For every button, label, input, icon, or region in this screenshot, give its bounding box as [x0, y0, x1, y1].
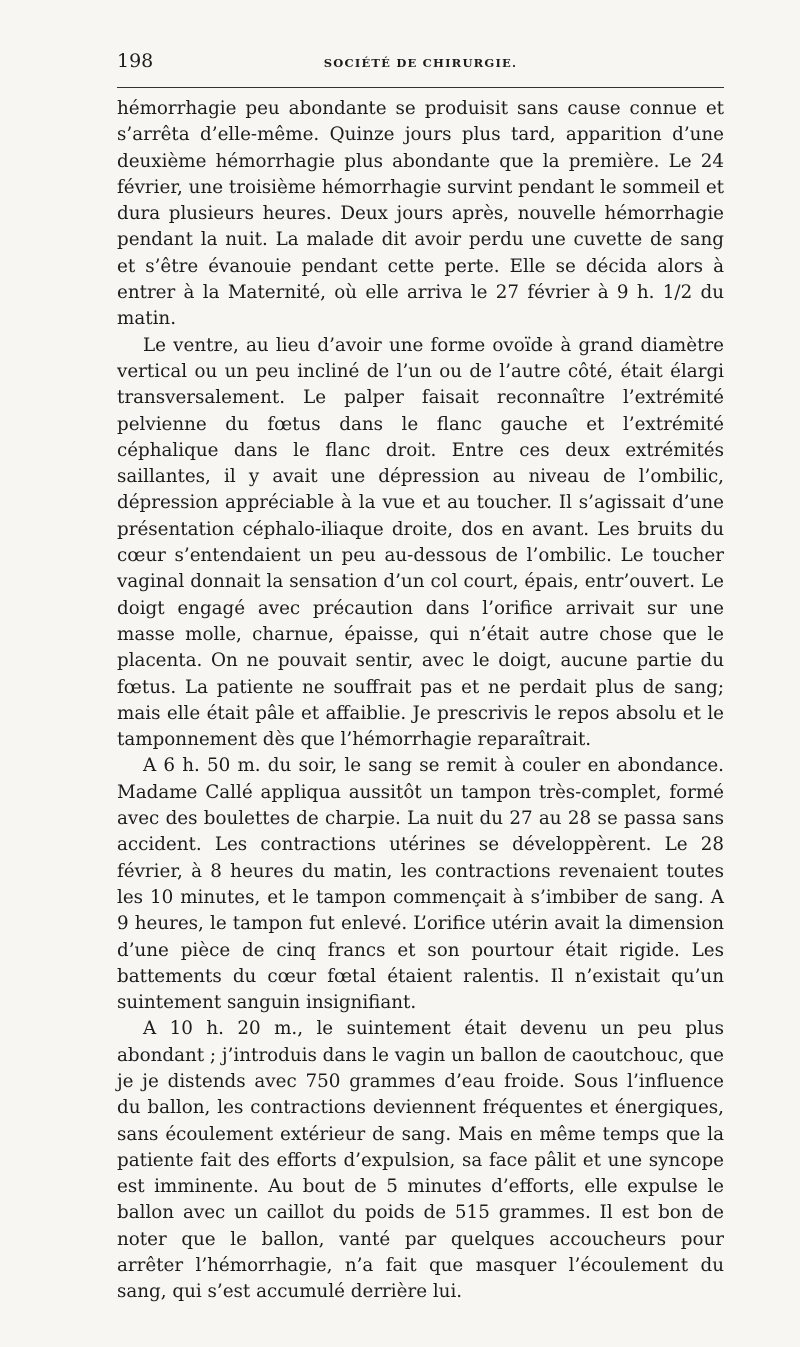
paragraph: A 6 h. 50 m. du soir, le sang se remit à couler en abondance. Madame Callé appliqua aussitôt un tampon très-complet, formé avec des boulettes de charpie. La nuit du 27 au 28 se passa sans accident. Les contractions utérines se développèrent. Le 28 février, à 8 heures du matin, les contractions revenaient toutes les 10 minutes, et le tampon commençait à s’imbiber de sang. A 9 heures, le tampon fut enlevé. L’orifice utérin avait la dimension d’une pièce de cinq francs et son pourtour était rigide. Les battements du cœur fœtal étaient ralentis. Il n’existait qu’un suintement sanguin insignifiant.	[117, 755, 724, 1014]
paragraph: A 10 h. 20 m., le suintement était devenu un peu plus abondant ; j’introduis dans le vagin un ballon de caoutchouc, que je je distends avec 750 grammes d’eau froide. Sous l’influence du ballon, les contractions deviennent fréquentes et énergiques, sans écoulement extérieur de sang. Mais en même temps que la patiente fait des efforts d’expulsion, sa face pâlit et une syncope est imminente. Au bout de 5 minutes d’efforts, elle expulse le ballon avec un caillot du poids de 515 grammes. Il est bon de noter que le ballon, vanté par quelques accoucheurs pour arrêter l’hémorrhagie, n’a fait que masquer l’écoulement du sang, qui s’est accumulé derrière lui.	[117, 1018, 724, 1303]
body-text	[117, 96, 724, 1306]
page-header	[117, 50, 724, 74]
paragraph: hémorrhagie peu abondante se produisit sans cause connue et s’arrêta d’elle-même. Quinze jours plus tard, apparition d’une deuxième hémorrhagie plus abondante que la première. Le 24 février, une troisième hémorrhagie survint pendant le sommeil et dura plusieurs heures. Deux jours après, nouvelle hémorrhagie pendant la nuit. La malade dit avoir perdu une cuvette de sang et s’être évanouie pendant cette perte. Elle se décida alors à entrer à la Maternité, où elle arriva le 27 février à 9 h. 1/2 du matin.	[117, 98, 724, 330]
paragraph: Le ventre, au lieu d’avoir une forme ovoïde à grand diamètre vertical ou un peu incliné de l’un ou de l’autre côté, était élargi transversalement. Le palper faisait reconnaître l’extrémité pelvienne du fœtus dans le flanc gauche et l’extrémité céphalique dans le flanc droit. Entre ces deux extrémités saillantes, il y avait une dépression au niveau de l’ombilic, dépression appréciable à la vue et au toucher. Il s’agissait d’une présentation céphalo-iliaque droite, dos en avant. Les bruits du cœur s’entendaient un peu au-dessous de l’ombilic. Le toucher vaginal donnait la sensation d’un col court, épais, entr’ouvert. Le doigt engagé avec précaution dans l’orifice arrivait sur une masse molle, charnue, épaisse, qui n’était autre chose que le placenta. On ne pouvait sentir, avec le doigt, aucune partie du fœtus. La patiente ne souffrait pas et ne perdait plus de sang; mais elle était pâle et affaiblie. Je prescrivis le repos absolu et le tamponnement dès que l’hémorrhagie reparaîtrait.	[117, 334, 724, 751]
running-title: SOCIÉTÉ DE CHIRURGIE.	[323, 56, 518, 70]
page-number: 198	[117, 50, 154, 72]
header-rule	[117, 87, 724, 88]
